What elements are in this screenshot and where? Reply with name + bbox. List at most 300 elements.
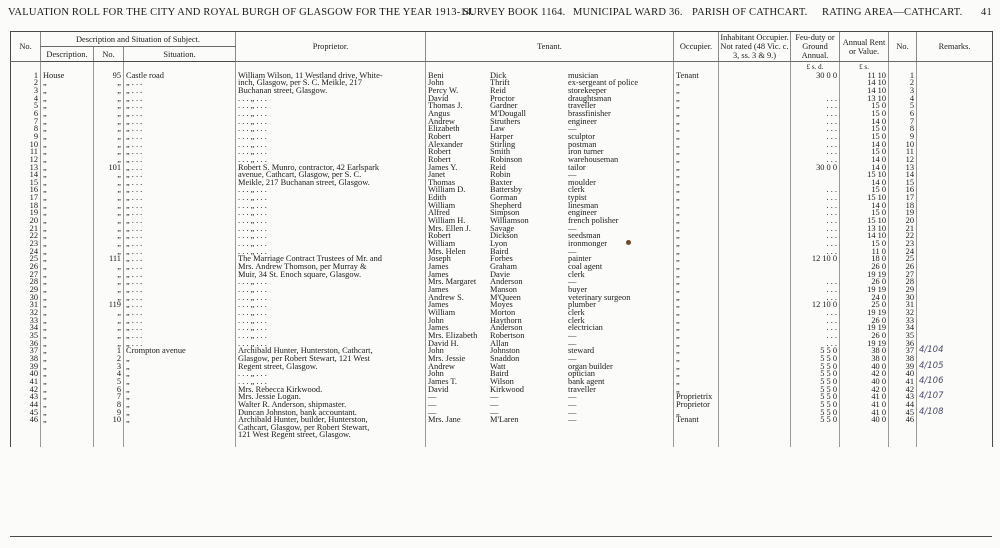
row-annual-rent: 41 0 xyxy=(840,409,889,417)
row-number-right: 14 xyxy=(889,171,917,179)
row-number-right: 13 xyxy=(889,164,917,172)
row-remarks xyxy=(917,263,993,271)
row-situation: „ xyxy=(124,363,236,371)
table-row xyxy=(11,424,993,432)
row-description: „ xyxy=(41,209,94,217)
row-occupier: Tenant xyxy=(674,72,719,80)
row-description: „ xyxy=(41,294,94,302)
valuation-table xyxy=(10,31,993,447)
row-number: 46 xyxy=(11,416,41,424)
row-description: „ xyxy=(41,332,94,340)
row-occupier: „ xyxy=(674,171,719,179)
row-situation: „ . . . xyxy=(124,209,236,217)
row-inhabitant xyxy=(719,194,791,202)
tenant-first-name: Beni xyxy=(428,70,444,80)
row-occupier: „ xyxy=(674,271,719,279)
row-number: 14 xyxy=(11,171,41,179)
tenant-surname: Williamson xyxy=(490,216,529,226)
row-proprietor: Mrs. Jessie Logan. xyxy=(236,393,426,401)
row-situation: „ . . . xyxy=(124,194,236,202)
row-proprietor: . . . „ . . . xyxy=(236,248,426,256)
row-number-right: 11 xyxy=(889,148,917,156)
row-description: „ xyxy=(41,378,94,386)
row-number-right: 40 xyxy=(889,370,917,378)
row-number-right: 18 xyxy=(889,202,917,210)
row-remarks xyxy=(917,164,993,172)
row-annual-rent: 14 10 xyxy=(840,79,889,87)
row-number-right: 38 xyxy=(889,355,917,363)
row-feu-duty: 5 5 0 xyxy=(791,393,840,401)
row-feu-duty: 30 0 0 xyxy=(791,72,840,80)
row-number-right: 44 xyxy=(889,401,917,409)
row-feu-duty: 5 5 0 xyxy=(791,355,840,363)
row-tenant xyxy=(426,141,674,149)
row-occupier: „ xyxy=(674,370,719,378)
row-remarks xyxy=(917,317,993,325)
tenant-occupation: — xyxy=(568,399,577,409)
tenant-occupation: — xyxy=(568,246,577,256)
tenant-surname: Graham xyxy=(490,262,517,272)
row-tenant xyxy=(426,393,674,401)
tenant-surname: Stirling xyxy=(490,139,516,149)
row-number: 10 xyxy=(11,141,41,149)
row-description: „ xyxy=(41,102,94,110)
row-occupier: „ xyxy=(674,340,719,348)
tenant-occupation: engineer xyxy=(568,116,597,126)
row-proprietor: Mrs. Rebecca Kirkwood. xyxy=(236,386,426,394)
row-house-number: „ xyxy=(94,133,124,141)
tenant-occupation: — xyxy=(568,277,577,287)
row-house-number: „ xyxy=(94,194,124,202)
row-tenant xyxy=(426,386,674,394)
tenant-first-name: William H. xyxy=(428,216,466,226)
col-feu-duty: Feu-duty or Ground Annual. xyxy=(791,32,840,62)
row-tenant xyxy=(426,263,674,271)
row-occupier: „ xyxy=(674,332,719,340)
row-annual-rent: 19 19 xyxy=(840,309,889,317)
row-proprietor: The Marriage Contract Trustees of Mr. and xyxy=(236,255,426,263)
row-house-number: 101 xyxy=(94,164,124,172)
tenant-first-name: — xyxy=(428,399,437,409)
row-number: 12 xyxy=(11,156,41,164)
row-house-number: „ xyxy=(94,309,124,317)
row-number-right: 26 xyxy=(889,263,917,271)
row-situation: „ . . . xyxy=(124,324,236,332)
tenant-first-name: David xyxy=(428,384,449,394)
tenant-surname: Reid xyxy=(490,85,506,95)
table-row xyxy=(11,393,993,401)
row-number: 4 xyxy=(11,95,41,103)
roll-title: VALUATION ROLL FOR THE CITY AND ROYAL BURGH OF GLASGOW FOR THE YEAR 1913-14. xyxy=(8,7,475,18)
row-description: „ xyxy=(41,148,94,156)
row-house-number: „ xyxy=(94,209,124,217)
row-remarks: 4/106 xyxy=(917,378,993,386)
row-number-right: 32 xyxy=(889,309,917,317)
row-number-right: 46 xyxy=(889,416,917,424)
tenant-first-name: Mrs. Margaret xyxy=(428,277,477,287)
row-number: 39 xyxy=(11,363,41,371)
row-annual-rent: 18 0 xyxy=(840,255,889,263)
row-number-right: 28 xyxy=(889,278,917,286)
row-description: „ xyxy=(41,194,94,202)
row-occupier: „ xyxy=(674,240,719,248)
row-number: 2 xyxy=(11,79,41,87)
row-house-number: „ xyxy=(94,340,124,348)
row-inhabitant xyxy=(719,409,791,417)
row-tenant xyxy=(426,424,674,432)
row-annual-rent: 15 0 xyxy=(840,148,889,156)
row-remarks xyxy=(917,324,993,332)
tenant-occupation: coal agent xyxy=(568,262,603,272)
row-remarks xyxy=(917,171,993,179)
row-inhabitant xyxy=(719,431,791,439)
row-remarks: 4/108 xyxy=(917,409,993,417)
row-proprietor: . . . „ . . . xyxy=(236,278,426,286)
row-house-number: „ xyxy=(94,125,124,133)
row-number: 7 xyxy=(11,118,41,126)
municipal-ward: MUNICIPAL WARD 36. xyxy=(573,7,683,18)
row-number-right: 30 xyxy=(889,294,917,302)
row-feu-duty: . . . xyxy=(791,324,840,332)
row-situation: „ . . . xyxy=(124,87,236,95)
tenant-occupation: draughtsman xyxy=(568,93,612,103)
row-tenant xyxy=(426,102,674,110)
row-proprietor: inch, Glasgow, per S. C. Meikle, 217 xyxy=(236,79,426,87)
row-description: „ xyxy=(41,286,94,294)
row-annual-rent: 40 0 xyxy=(840,416,889,424)
row-tenant xyxy=(426,79,674,87)
row-house-number: „ xyxy=(94,278,124,286)
row-house-number: 95 xyxy=(94,72,124,80)
row-occupier: „ xyxy=(674,202,719,210)
row-number: 24 xyxy=(11,248,41,256)
row-proprietor: . . . „ . . . xyxy=(236,156,426,164)
row-house-number: 7 xyxy=(94,393,124,401)
tenant-surname: Moyes xyxy=(490,300,513,310)
row-description: „ xyxy=(41,278,94,286)
tenant-first-name: Mrs. Jessie xyxy=(428,353,466,363)
row-description: „ xyxy=(41,118,94,126)
row-annual-rent: 26 0 xyxy=(840,317,889,325)
row-number: 33 xyxy=(11,317,41,325)
row-feu-duty: . . . xyxy=(791,332,840,340)
row-house-number: „ xyxy=(94,324,124,332)
feu-units: £ s. d. xyxy=(791,62,840,72)
row-inhabitant xyxy=(719,72,791,80)
row-number: 11 xyxy=(11,148,41,156)
row-feu-duty: 12 10 0 xyxy=(791,255,840,263)
row-inhabitant xyxy=(719,294,791,302)
row-description: „ xyxy=(41,79,94,87)
row-annual-rent: 14 0 xyxy=(840,202,889,210)
row-feu-duty xyxy=(791,424,840,432)
row-description: „ xyxy=(41,401,94,409)
tenant-first-name: Robert xyxy=(428,231,451,241)
row-annual-rent: 15 0 xyxy=(840,133,889,141)
row-feu-duty: 12 10 0 xyxy=(791,301,840,309)
row-number: 26 xyxy=(11,263,41,271)
row-description: „ xyxy=(41,240,94,248)
row-feu-duty: . . . xyxy=(791,340,840,348)
row-number: 29 xyxy=(11,286,41,294)
row-number: 5 xyxy=(11,102,41,110)
row-house-number: „ xyxy=(94,179,124,187)
tenant-first-name: Mrs. Helen xyxy=(428,246,466,256)
row-number-right: 16 xyxy=(889,186,917,194)
row-feu-duty: 5 5 0 xyxy=(791,347,840,355)
row-proprietor: . . . „ . . . xyxy=(236,102,426,110)
row-house-number: „ xyxy=(94,248,124,256)
row-feu-duty: . . . xyxy=(791,225,840,233)
row-number-right: 25 xyxy=(889,255,917,263)
row-annual-rent: 15 0 xyxy=(840,240,889,248)
row-situation: „ . . . xyxy=(124,79,236,87)
tenant-surname: Snaddon xyxy=(490,353,520,363)
tenant-first-name: — xyxy=(428,392,437,402)
row-description: „ xyxy=(41,271,94,279)
row-number-right: 35 xyxy=(889,332,917,340)
row-proprietor: Robert S. Munro, contractor, 42 Earlspark xyxy=(236,164,426,172)
row-description: „ xyxy=(41,141,94,149)
row-number-right: 1 xyxy=(889,72,917,80)
row-feu-duty: . . . xyxy=(791,240,840,248)
row-number: 35 xyxy=(11,332,41,340)
row-proprietor: . . . „ . . . xyxy=(236,209,426,217)
row-situation: „ . . . xyxy=(124,186,236,194)
row-number: 18 xyxy=(11,202,41,210)
row-proprietor: . . . „ . . . xyxy=(236,340,426,348)
row-house-number: 119 xyxy=(94,301,124,309)
row-remarks xyxy=(917,255,993,263)
row-inhabitant xyxy=(719,271,791,279)
tenant-first-name: Janet xyxy=(428,170,446,180)
row-annual-rent: 13 10 xyxy=(840,225,889,233)
tenant-surname: Anderson xyxy=(490,323,523,333)
row-remarks xyxy=(917,240,993,248)
tenant-occupation: — xyxy=(568,338,577,348)
row-annual-rent: 14 0 xyxy=(840,118,889,126)
row-inhabitant xyxy=(719,102,791,110)
tenant-first-name: John xyxy=(428,346,444,356)
row-remarks xyxy=(917,271,993,279)
tenant-surname: Baird xyxy=(490,369,509,379)
row-situation: „ . . . xyxy=(124,171,236,179)
row-inhabitant xyxy=(719,309,791,317)
tenant-surname: M'Queen xyxy=(490,292,521,302)
tenant-occupation: storekeeper xyxy=(568,85,607,95)
row-house-number: 9 xyxy=(94,409,124,417)
row-occupier: „ xyxy=(674,386,719,394)
tenant-first-name: Thomas xyxy=(428,177,455,187)
tenant-first-name: Andrew xyxy=(428,361,455,371)
row-occupier: „ xyxy=(674,95,719,103)
row-house-number: 5 xyxy=(94,378,124,386)
row-remarks xyxy=(917,102,993,110)
row-feu-duty: 5 5 0 xyxy=(791,416,840,424)
table-row xyxy=(11,416,993,424)
row-number-right: 42 xyxy=(889,386,917,394)
row-tenant xyxy=(426,340,674,348)
row-tenant xyxy=(426,255,674,263)
tenant-occupation: painter xyxy=(568,254,592,264)
tenant-occupation: — xyxy=(568,223,577,233)
row-annual-rent xyxy=(840,431,889,439)
row-inhabitant xyxy=(719,363,791,371)
row-occupier: „ xyxy=(674,179,719,187)
row-description: „ xyxy=(41,309,94,317)
row-number-right: 43 xyxy=(889,393,917,401)
row-description: „ xyxy=(41,95,94,103)
row-feu-duty: . . . xyxy=(791,186,840,194)
tenant-first-name: William xyxy=(428,200,456,210)
row-number: 32 xyxy=(11,309,41,317)
row-number: 43 xyxy=(11,393,41,401)
row-feu-duty: . . . xyxy=(791,95,840,103)
row-number-right xyxy=(889,431,917,439)
row-feu-duty: . . . xyxy=(791,209,840,217)
row-feu-duty: . . . xyxy=(791,232,840,240)
row-situation: „ . . . xyxy=(124,286,236,294)
tenant-occupation: — xyxy=(568,415,577,425)
tenant-surname: Gardner xyxy=(490,101,518,111)
tenant-surname: — xyxy=(490,407,499,417)
row-number-right: 37 xyxy=(889,347,917,355)
row-feu-duty: . . . xyxy=(791,248,840,256)
row-proprietor: . . . „ . . . xyxy=(236,232,426,240)
row-remarks xyxy=(917,301,993,309)
row-tenant xyxy=(426,95,674,103)
row-house-number: „ xyxy=(94,271,124,279)
row-situation: „ . . . xyxy=(124,164,236,172)
row-number-right: 33 xyxy=(889,317,917,325)
row-occupier: „ xyxy=(674,87,719,95)
tenant-first-name: William xyxy=(428,307,456,317)
tenant-occupation: — xyxy=(568,392,577,402)
row-occupier xyxy=(674,431,719,439)
tenant-occupation: french polisher xyxy=(568,216,619,226)
row-tenant xyxy=(426,194,674,202)
tenant-surname: Baird xyxy=(490,246,509,256)
row-inhabitant xyxy=(719,347,791,355)
row-inhabitant xyxy=(719,202,791,210)
row-house-number: „ xyxy=(94,95,124,103)
tenant-first-name: Joseph xyxy=(428,254,451,264)
row-occupier: Proprietor xyxy=(674,401,719,409)
row-house-number: 3 xyxy=(94,363,124,371)
row-house-number: „ xyxy=(94,294,124,302)
row-feu-duty xyxy=(791,79,840,87)
row-situation: „ xyxy=(124,401,236,409)
row-inhabitant xyxy=(719,340,791,348)
row-situation xyxy=(124,424,236,432)
tenant-occupation: moulder xyxy=(568,177,596,187)
row-annual-rent: 38 0 xyxy=(840,355,889,363)
row-annual-rent: 14 0 xyxy=(840,156,889,164)
tenant-first-name: Alfred xyxy=(428,208,450,218)
row-situation: „ . . . xyxy=(124,156,236,164)
row-number: 34 xyxy=(11,324,41,332)
row-remarks xyxy=(917,309,993,317)
row-house-number: „ xyxy=(94,225,124,233)
row-remarks xyxy=(917,202,993,210)
row-tenant xyxy=(426,294,674,302)
row-proprietor: . . . „ . . . xyxy=(236,118,426,126)
row-tenant xyxy=(426,186,674,194)
row-feu-duty: . . . xyxy=(791,309,840,317)
row-remarks xyxy=(917,156,993,164)
row-tenant xyxy=(426,232,674,240)
row-tenant xyxy=(426,317,674,325)
row-house-number: „ xyxy=(94,232,124,240)
row-remarks xyxy=(917,110,993,118)
row-inhabitant xyxy=(719,416,791,424)
tenant-occupation: — xyxy=(568,353,577,363)
row-house-number: „ xyxy=(94,202,124,210)
tenant-first-name: James xyxy=(428,269,449,279)
row-feu-duty xyxy=(791,263,840,271)
row-annual-rent: 14 10 xyxy=(840,87,889,95)
row-proprietor: . . . „ . . . xyxy=(236,202,426,210)
row-number-right: 34 xyxy=(889,324,917,332)
tenant-first-name: — xyxy=(428,407,437,417)
row-description: „ xyxy=(41,186,94,194)
row-number: 45 xyxy=(11,409,41,417)
row-annual-rent: 14 0 xyxy=(840,179,889,187)
tenant-surname: Battersby xyxy=(490,185,523,195)
row-annual-rent: 41 0 xyxy=(840,401,889,409)
tenant-first-name: Elizabeth xyxy=(428,124,460,134)
row-tenant xyxy=(426,416,674,424)
row-remarks xyxy=(917,141,993,149)
row-proprietor: . . . „ . . . xyxy=(236,186,426,194)
tenant-occupation: brassfinisher xyxy=(568,108,611,118)
row-tenant xyxy=(426,355,674,363)
row-inhabitant xyxy=(719,386,791,394)
row-inhabitant xyxy=(719,248,791,256)
row-situation: „ . . . xyxy=(124,217,236,225)
tenant-occupation: ironmonger xyxy=(568,239,608,249)
row-proprietor: . . . „ . . . xyxy=(236,240,426,248)
row-occupier: „ xyxy=(674,286,719,294)
row-description: „ xyxy=(41,110,94,118)
row-number-right: 7 xyxy=(889,118,917,126)
row-proprietor: Cathcart, Glasgow, per Robert Stewart, xyxy=(236,424,426,432)
row-number-right: 15 xyxy=(889,179,917,187)
row-remarks: 4/107 xyxy=(917,393,993,401)
tenant-surname: M'Laren xyxy=(490,415,519,425)
row-description: „ xyxy=(41,248,94,256)
row-tenant xyxy=(426,202,674,210)
row-description: „ xyxy=(41,232,94,240)
row-house-number: „ xyxy=(94,118,124,126)
row-occupier: „ xyxy=(674,217,719,225)
row-number-right: 22 xyxy=(889,232,917,240)
row-situation xyxy=(124,431,236,439)
row-number xyxy=(11,431,41,439)
tenant-first-name: David xyxy=(428,93,449,103)
tenant-surname: Dickson xyxy=(490,231,518,241)
row-description: „ xyxy=(41,202,94,210)
row-feu-duty: . . . xyxy=(791,217,840,225)
row-number-right: 2 xyxy=(889,79,917,87)
row-proprietor: William Wilson, 11 Westland drive, White- xyxy=(236,72,426,80)
tenant-occupation: buyer xyxy=(568,285,588,295)
row-feu-duty: . . . xyxy=(791,102,840,110)
row-inhabitant xyxy=(719,232,791,240)
row-feu-duty: . . . xyxy=(791,194,840,202)
tenant-first-name: James xyxy=(428,300,449,310)
row-inhabitant xyxy=(719,225,791,233)
